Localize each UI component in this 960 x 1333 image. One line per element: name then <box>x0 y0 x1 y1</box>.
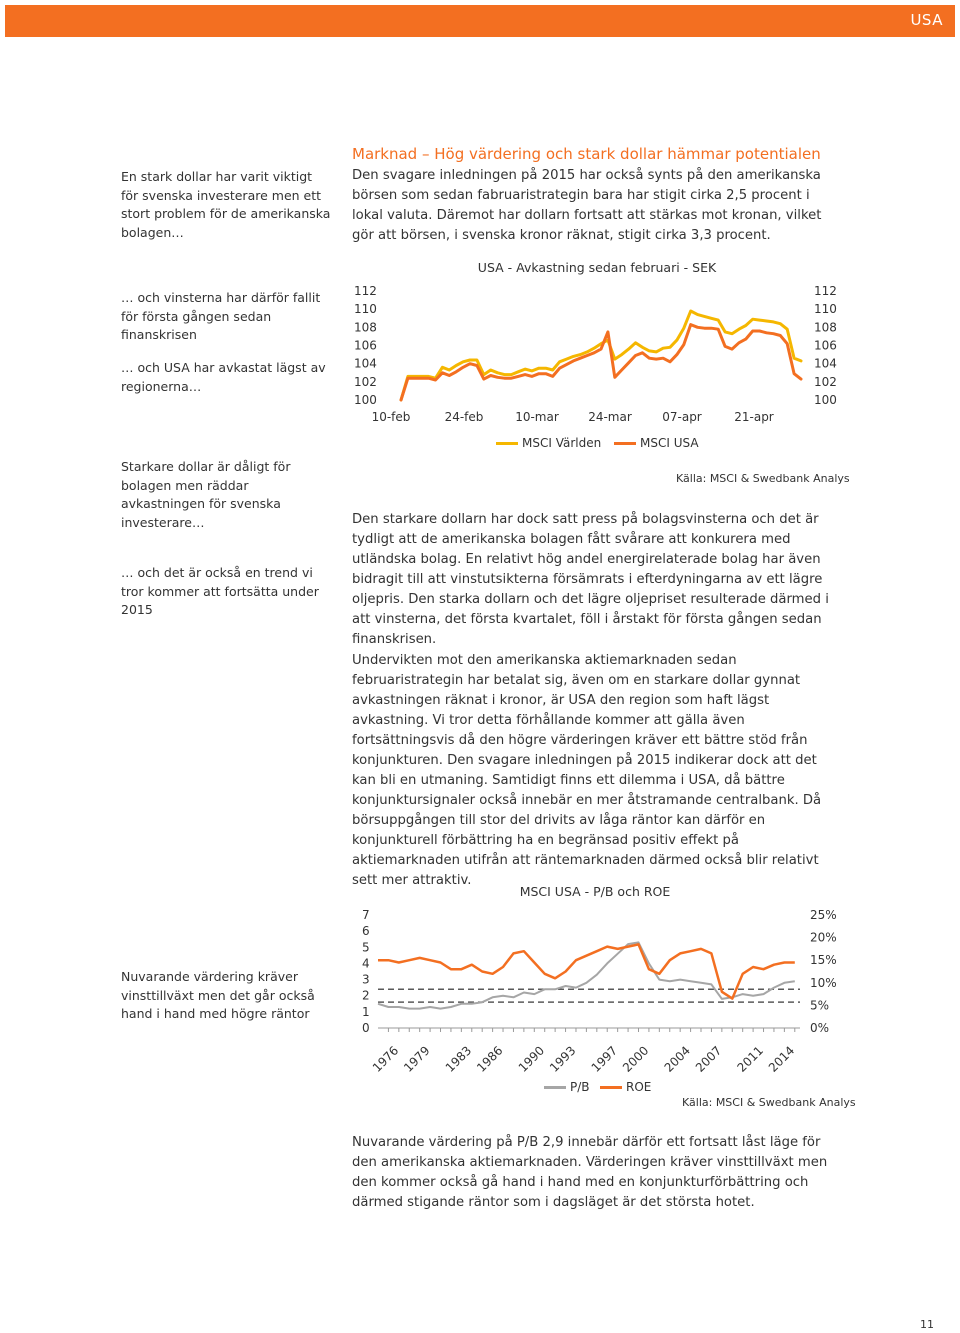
chart2-ytick-right: 20% <box>810 930 837 945</box>
sidebar-note-5: … och det är också en trend vi tror kommer att fortsätta under 2015 <box>121 565 319 617</box>
chart2-ytick-right: 5% <box>810 998 830 1013</box>
chart1-ytick-left: 102 <box>354 374 377 389</box>
chart1-ytick-left: 110 <box>354 302 377 317</box>
legend-label-world: MSCI Världen <box>522 436 602 450</box>
legend-label-roe: ROE <box>626 1080 652 1094</box>
chart2-xtick: 1979 <box>401 1043 433 1075</box>
chart1-ytick-right: 106 <box>814 338 837 353</box>
chart1-xtick: 07-apr <box>662 410 702 424</box>
chart1-xtick: 10-mar <box>515 410 559 424</box>
page-number: 11 <box>920 1318 934 1331</box>
chart1-ytick-left: 106 <box>354 338 377 353</box>
chart1-ytick-left: 100 <box>354 393 377 407</box>
chart2-legend-pb <box>544 1080 590 1094</box>
chart2-ytick-left: 6 <box>362 924 370 939</box>
chart2-ytick-right: 10% <box>810 975 837 990</box>
chart1-ytick-right: 110 <box>814 302 837 317</box>
chart2-ytick-left: 7 <box>362 908 370 922</box>
chart2-ytick-left: 4 <box>362 956 370 971</box>
chart1-ytick-right: 102 <box>814 374 837 389</box>
paragraph-2: Den starkare dollarn har dock satt press på bolagsvinsterna och det är tydligt att de amerikanska bolagen fått svårare att konkurera med utländska bolag. En relativt hög andel energirelaterade bolag har även bidragit till att vinstutsikterna försämrats i efterdyningarna av ett lägre oljepris. Den starka dollarn och det lägre oljepriset resulterade därmed i att vinsterna, det första kvartalet, föll i årstakt för första gången sedan finanskrisen. <box>352 512 829 647</box>
paragraph-4: Nuvarande värdering på P/B 2,9 innebär därför ett fortsatt låst läge för den amerikanska aktiemarknaden. Värderingen kräver vinsttillväxt men den kommer också gå hand i hand med en konjunkturförbättring och därmed stigande räntor som i dagsläget är det största hotet. <box>352 1135 828 1210</box>
chart1-xtick: 24-feb <box>444 410 484 424</box>
section-label: USA <box>910 11 943 29</box>
chart2-xtick: 1990 <box>515 1043 548 1075</box>
sidebar-note-2: … och vinsterna har därför fallit för första gången sedan finanskrisen <box>121 290 321 342</box>
sidebar-note-4: Starkare dollar är dåligt för bolagen men räddar avkastningen för svenska investerare… <box>121 459 291 530</box>
legend-swatch-roe <box>600 1086 622 1089</box>
chart2-legend-roe <box>600 1080 651 1094</box>
chart1-ytick-left: 108 <box>354 320 377 335</box>
chart1-source: Källa: MSCI & Swedbank Analys <box>676 472 850 485</box>
legend-swatch-pb <box>544 1086 566 1089</box>
sidebar-note-6: Nuvarande värdering kräver vinsttillväxt men det går också hand i hand med högre räntor <box>121 969 315 1021</box>
legend-label-pb: P/B <box>570 1080 590 1094</box>
chart1-xtick: 10-feb <box>371 410 411 424</box>
chart2-ytick-right: 0% <box>810 1021 830 1035</box>
chart1-xtick: 21-apr <box>734 410 774 424</box>
chart2-ytick-left: 3 <box>362 972 370 987</box>
chart2-xtick: 1986 <box>474 1043 506 1075</box>
legend-label-usa: MSCI USA <box>640 436 699 450</box>
chart2-source: Källa: MSCI & Swedbank Analys <box>682 1096 856 1109</box>
chart1-ytick-right: 112 <box>814 284 837 298</box>
chart2-ytick-left: 2 <box>362 988 370 1003</box>
chart2-xtick: 2011 <box>734 1043 767 1075</box>
chart2-xtick: 1993 <box>546 1043 579 1075</box>
sidebar-note-1: En stark dollar har varit viktigt för svenska investerare men ett stort problem för de amerikanska bolagen… <box>121 169 331 240</box>
chart1-ytick-right: 100 <box>814 393 837 407</box>
chart2-xtick: 1976 <box>369 1043 402 1075</box>
chart2-ytick-left: 1 <box>362 1004 370 1019</box>
chart1-ytick-right: 108 <box>814 320 837 335</box>
chart2-xtick: 1983 <box>442 1043 475 1075</box>
sidebar-note-3: … och USA har avkastat lägst av regionerna… <box>121 360 326 394</box>
chart2-ytick-right: 15% <box>810 953 837 968</box>
chart1-ytick-right: 104 <box>814 356 837 371</box>
chart2-xtick: 1997 <box>588 1043 621 1075</box>
chart2-xtick: 2004 <box>661 1043 694 1075</box>
chart2-xtick: 2007 <box>692 1043 725 1075</box>
chart2-title: MSCI USA - P/B och ROE <box>519 884 671 899</box>
intro-paragraph: Den svagare inledningen på 2015 har också synts på den amerikanska börsen som sedan fabruaristrategin bara har stigit cirka 2,5 procent i lokal valuta. Däremot har dollarn fortsatt att stärkas mot kronan, vilket gör att börsen, i svenska kronor räknat, stigit cirka 3,3 procent. <box>352 168 822 243</box>
chart1-xtick: 24-mar <box>588 410 632 424</box>
chart2-ytick-left: 5 <box>362 940 370 955</box>
chart2-xtick: 2000 <box>619 1043 652 1075</box>
chart2-series-roe-line <box>378 944 795 998</box>
chart1-ytick-left: 112 <box>354 284 377 298</box>
section-heading: Marknad – Hög värdering och stark dollar hämmar potentialen <box>352 145 821 163</box>
chart2-ytick-left: 0 <box>362 1021 370 1035</box>
chart1-ytick-left: 104 <box>354 356 377 371</box>
chart2-ytick-right: 25% <box>810 908 837 922</box>
chart1-title: USA - Avkastning sedan februari - SEK <box>477 260 717 275</box>
chart2-xtick: 2014 <box>765 1043 798 1075</box>
paragraph-3: Undervikten mot den amerikanska aktiemarknaden sedan februaristrategin har betalat sig, även om en starkare dollar gynnat avkastningen räknat i kronor, är USA den region som haft lägst avkastning. Vi tror detta förhållande kommer att gälla även fortsättningsvis då den högre värderingen kräver ett bättre stöd från konjunkturen. Den svagare inledningen på 2015 indikerar dock att det kan bli en utmaning. Samtidigt finns ett dilemma i USA, då bättre konjunktursignaler också innebär en mer åtstramande centralbank. Då börsuppgången till stor del drivits av låga räntor kan därför en konjunkturell förbättring ha en begränsad positiv effekt på aktiemarknaden utifrån att räntemarknaden därmed också blir relativt sett mer attraktiv. <box>352 653 822 888</box>
